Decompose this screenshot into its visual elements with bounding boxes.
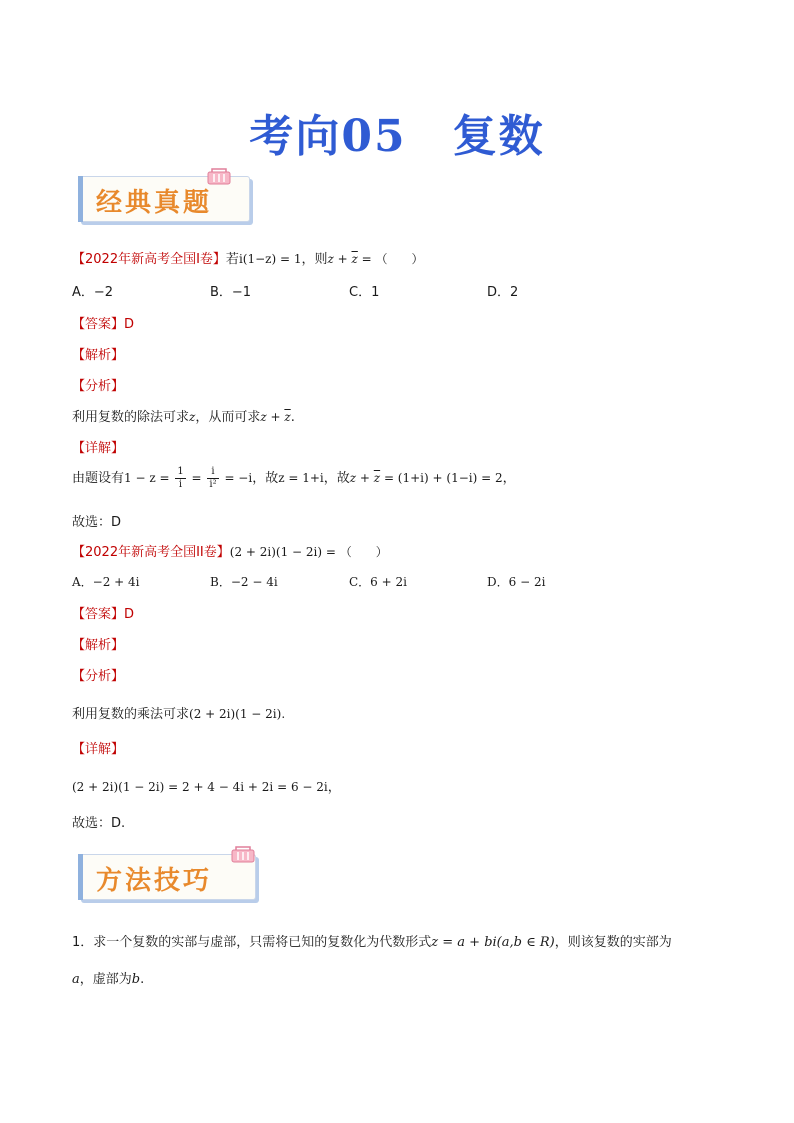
option-d: D．2 (487, 285, 519, 300)
question-source: 【2022年新高考全国I卷】 (72, 252, 226, 267)
option-c: C．6 + 2i (349, 575, 407, 589)
option-a: A．−2 (72, 285, 114, 300)
classic-questions-banner (78, 168, 258, 224)
fenxi-label: 【分析】 (72, 379, 125, 394)
paperclip-icon (230, 846, 256, 864)
detail-text: (2 + 2i)(1 − 2i) = 2 + 4 − 4i + 2i = 6 − 2i， (72, 780, 341, 795)
option-c: C．1 (349, 285, 380, 300)
tip-1-line-2: a，虚部为b. (72, 972, 145, 987)
detail-text: 由题设有1 − z = $\frac{1}{i}$ = $\frac{i}{\text{i²}}$ = −i，故z = 1+i，故$z + \overline{z} = (1+i) + (1-i) = 2$， (72, 466, 516, 490)
xiangjie-label: 【详解】 (72, 742, 125, 757)
banner-label: 经典真题 (96, 188, 213, 218)
option-d: D．6 − 2i (487, 575, 546, 589)
jiexi-label: 【解析】 (72, 348, 125, 363)
option-b: B．−2 − 4i (210, 575, 278, 589)
option-b: B．−1 (210, 285, 252, 300)
answer-label: 【答案】D (72, 317, 135, 332)
xiangjie-label: 【详解】 (72, 441, 125, 456)
conclusion-text: 故选：D. (72, 816, 126, 831)
question-1-stem: 【2022年新高考全国I卷】若i(1−z) = 1，则$z + \overline{z}$ = （ ） (72, 252, 424, 267)
question-source: 【2022年新高考全国II卷】 (72, 545, 230, 560)
page-title-left: 考向05 (249, 111, 407, 162)
conclusion-text: 故选：D (72, 515, 122, 530)
method-tips-banner (78, 846, 258, 902)
question-2-stem: 【2022年新高考全国II卷】(2 + 2i)(1 − 2i) = （ ） (72, 545, 388, 560)
analysis-text: 利用复数的除法可求z，从而可求$z + \overline{z}$. (72, 410, 295, 425)
option-a: A．−2 + 4i (72, 575, 140, 589)
answer-label: 【答案】D (72, 607, 135, 622)
fenxi-label: 【分析】 (72, 669, 125, 684)
analysis-text: 利用复数的乘法可求(2 + 2i)(1 − 2i). (72, 707, 286, 722)
jiexi-label: 【解析】 (72, 638, 125, 653)
banner-label: 方法技巧 (96, 866, 213, 896)
page-title (0, 100, 794, 164)
page-title-right: 复数 (452, 111, 545, 162)
tip-1-line-1: 1．求一个复数的实部与虚部，只需将已知的复数化为代数形式z = a + bi(a,b ∈ R)，则该复数的实部为 (72, 935, 672, 950)
